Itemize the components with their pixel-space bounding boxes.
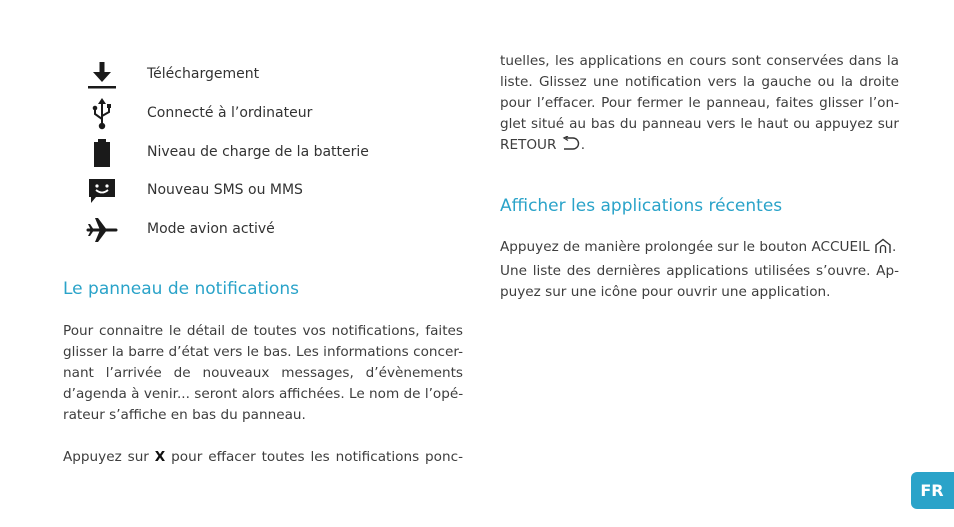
- text-line: liste. Glissez une notification vers la gauche ou la droite: [500, 74, 899, 90]
- clear-notifications-paragraph: [63, 447, 463, 468]
- back-icon: [561, 136, 581, 159]
- home-icon: [874, 238, 892, 261]
- text-fragment: .: [891, 239, 897, 255]
- text-fragment: Appuyez sur: [63, 449, 155, 465]
- continuation-paragraph: [500, 51, 899, 159]
- text-fragment: Appuyez de manière prolongée sur le bouton ACCUEIL: [500, 239, 870, 255]
- text-line: d’agenda à venir... seront alors affichées. Le nom de l’opé-: [63, 386, 463, 402]
- icon-row-battery: [80, 136, 460, 170]
- text-line: tuelles, les applications en cours sont conservées dans la: [500, 53, 899, 69]
- text-fragment: pour effacer toutes les notifications ponc-: [165, 449, 463, 465]
- message-icon: [82, 174, 122, 208]
- icon-row-usb: [80, 97, 460, 131]
- text-line: [500, 237, 899, 261]
- text-line: glet situé au bas du panneau vers le haut ou appuyez sur: [500, 116, 899, 132]
- text-line: Pour connaitre le détail de toutes vos notifications, faites: [63, 323, 463, 339]
- notifications-paragraph: [63, 321, 463, 426]
- text-line: glisser la barre d’état vers le bas. Les informations concer-: [63, 344, 463, 360]
- text-fragment: .: [580, 137, 586, 153]
- language-badge: FR: [911, 472, 954, 509]
- text-line: nant l’arrivée de nouveaux messages, d’évènements: [63, 365, 463, 381]
- text-line: rateur s’affiche en bas du panneau.: [63, 407, 306, 423]
- icon-label: Nouveau SMS ou MMS: [147, 182, 303, 198]
- icon-label: Mode avion activé: [147, 221, 275, 237]
- text-fragment: RETOUR: [500, 137, 561, 153]
- text-line: puyez sur une icône pour ouvrir une application.: [500, 284, 831, 300]
- recent-apps-paragraph: [500, 237, 899, 303]
- airplane-icon: [82, 213, 122, 247]
- download-icon: [82, 58, 122, 92]
- icon-row-airplane: [80, 213, 460, 247]
- icon-label: Téléchargement: [147, 66, 260, 82]
- icon-row-download: [80, 58, 460, 92]
- icon-label: Niveau de charge de la batterie: [147, 144, 369, 160]
- text-line: pour l’effacer. Pour fermer le panneau, faites glisser l’on-: [500, 95, 899, 111]
- usb-icon: [82, 97, 122, 131]
- text-line: Une liste des dernières applications utilisées s’ouvre. Ap-: [500, 263, 899, 279]
- battery-icon: [82, 136, 122, 170]
- icon-label: Connecté à l’ordinateur: [147, 105, 313, 121]
- section-title-notifications: Le panneau de notifications: [63, 279, 299, 299]
- clear-key-label: X: [154, 449, 166, 465]
- text-line: [63, 447, 463, 468]
- icon-row-message: [80, 174, 460, 208]
- section-title-recent-apps: Afficher les applications récentes: [500, 196, 783, 216]
- text-line: [500, 135, 899, 159]
